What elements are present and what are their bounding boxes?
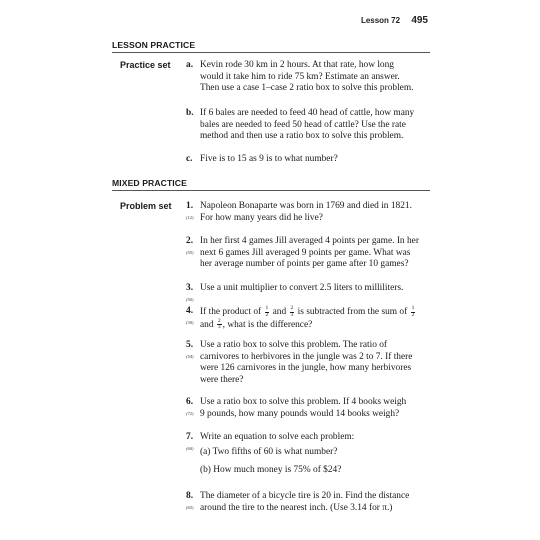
- problem-7-part-b: (b) How much money is 75% of $24?: [200, 465, 342, 475]
- problem-line: Write an equation to solve each problem:: [200, 432, 355, 442]
- problem-line: Napoleon Bonaparte was born in 1769 and died in 1821.: [200, 201, 412, 211]
- lesson-reference: (30): [186, 320, 194, 325]
- fraction: [265, 306, 270, 318]
- lesson-reference: (50): [186, 297, 194, 302]
- lesson-reference: (55): [186, 250, 194, 255]
- problem-line: were 126 carnivores in the jungle, how many herbivores: [200, 363, 412, 373]
- problem-line: [200, 319, 440, 332]
- practice-item-b: [200, 108, 440, 143]
- problem-line: For how many years did he live?: [200, 212, 323, 223]
- problem-line: [200, 306, 440, 319]
- problem-number: 4.: [186, 306, 194, 316]
- problem-7-part-a: (a) Two fifths of 60 is what number?: [200, 447, 338, 457]
- lesson-reference: (65): [186, 505, 194, 510]
- problem-text: If the product of: [200, 307, 262, 318]
- problem-line: around the tire to the nearest inch. (Use 3.14 for π.): [200, 502, 393, 513]
- problem-line: Five is to 15 as 9 is to what number?: [200, 154, 338, 164]
- problem-number: 2.: [186, 236, 194, 246]
- lesson-reference: (72): [186, 411, 194, 416]
- numerator: 2: [290, 305, 294, 311]
- problem-line: Use a ratio box to solve this problem. The ratio of: [200, 340, 388, 350]
- denominator: 2: [411, 311, 415, 318]
- problem-text: , what is the difference?: [222, 319, 313, 330]
- lesson-reference: (54): [186, 354, 194, 359]
- fraction: [411, 306, 416, 318]
- denominator: 3: [217, 324, 221, 331]
- lesson-practice-heading: LESSON PRACTICE: [112, 40, 196, 50]
- problem-line: In her first 4 games Jill averaged 4 points per game. In her: [200, 236, 419, 246]
- mixed-practice-heading: MIXED PRACTICE: [112, 178, 187, 188]
- section-rule: [112, 190, 430, 191]
- problem-line: her average number of points per game after 10 games?: [200, 259, 409, 269]
- problem-number: 7.: [186, 432, 194, 442]
- practice-item-c: [200, 154, 440, 166]
- practice-item-letter: a.: [186, 60, 194, 70]
- problem-number: 5.: [186, 340, 194, 350]
- problem-line: bales are needed to feed 50 head of cattle? Use the rate: [200, 119, 406, 130]
- lesson-reference: (12): [186, 215, 194, 220]
- fraction: [217, 319, 222, 331]
- page-number: 495: [411, 15, 428, 26]
- numerator: 1: [265, 305, 269, 311]
- problem-line: method and then use a ratio box to solve this problem.: [200, 131, 404, 141]
- problem-line: next 6 games Jill averaged 9 points per game. What was: [200, 247, 411, 258]
- practice-item-letter: b.: [186, 108, 194, 118]
- problem-line: were there?: [200, 374, 244, 385]
- denominator: 2: [265, 311, 269, 318]
- problem-number: 3.: [186, 283, 194, 293]
- problem-line: The diameter of a bicycle tire is 20 in. Find the distance: [200, 491, 410, 501]
- problem-line: Use a ratio box to solve this problem. If 4 books weigh: [200, 397, 407, 407]
- problem-number: 8.: [186, 491, 194, 501]
- problem-line: Kevin rode 30 km in 2 hours. At that rate, how long: [200, 60, 394, 70]
- problem-line: carnivores to herbivores in the jungle was 2 to 7. If there: [200, 351, 413, 362]
- problem-line: 9 pounds, how many pounds would 14 books weigh?: [200, 408, 400, 419]
- problem-number: 6.: [186, 397, 194, 407]
- lesson-reference: (60): [186, 446, 194, 451]
- problem-text: and: [200, 319, 214, 330]
- problem-number: 1.: [186, 201, 194, 211]
- numerator: 2: [217, 317, 221, 324]
- problem-line: Use a unit multiplier to convert 2.5 liters to milliliters.: [200, 283, 404, 293]
- practice-set-label: Practice set: [120, 60, 171, 70]
- problem-set-label: Problem set: [120, 201, 172, 211]
- numerator: 1: [411, 305, 415, 311]
- fraction: [290, 306, 295, 318]
- problem-line: If 6 bales are needed to feed 40 head of cattle, how many: [200, 108, 415, 118]
- problem-line: Then use a case 1–case 2 ratio box to solve this problem.: [200, 83, 414, 93]
- problem-line: would it take him to ride 75 km? Estimate an answer.: [200, 71, 400, 82]
- lesson-label: Lesson 72: [360, 16, 401, 25]
- running-header: [361, 15, 428, 26]
- practice-item-a: [200, 60, 440, 95]
- section-rule: [112, 52, 430, 53]
- problem-text: and: [272, 307, 287, 318]
- problem-text: is subtracted from the sum of: [297, 307, 408, 318]
- practice-item-letter: c.: [186, 154, 193, 164]
- denominator: 3: [290, 311, 294, 318]
